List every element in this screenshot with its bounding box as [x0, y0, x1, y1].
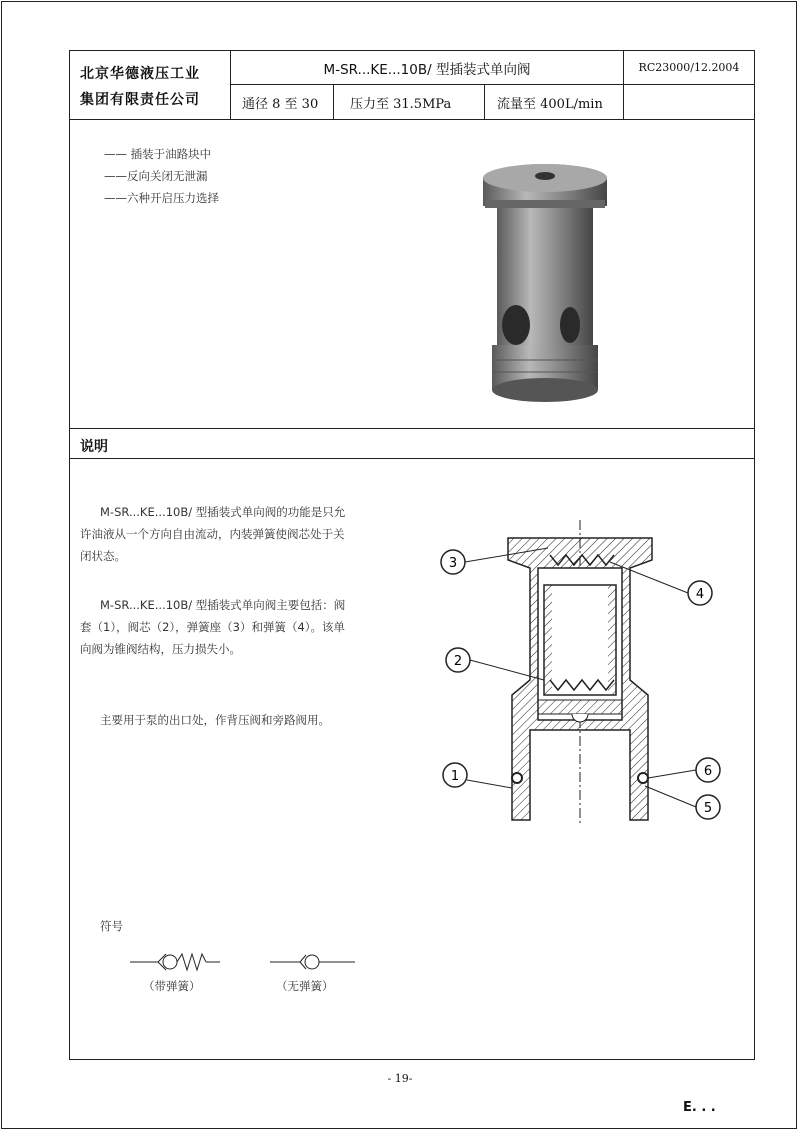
- section-title: 说明: [80, 439, 108, 455]
- header-divider: [230, 84, 755, 85]
- header-col-divider: [484, 84, 485, 119]
- spec-diameter: 通径 8 至 30: [242, 97, 319, 112]
- symbol-label-without-spring: （无弹簧）: [276, 979, 334, 993]
- section-top-line: [69, 428, 755, 429]
- document-code: RC23000/12.2004: [638, 61, 740, 74]
- description-paragraph: 主要用于泵的出口处，作背压阀和旁路阀用。: [100, 713, 330, 727]
- valve-product-photo: [470, 150, 630, 410]
- description-paragraph: M-SR...KE...10B/ 型插装式单向阀的功能是只允许油液从一个方向自由流动，内装弹簧使阀芯处于关闭状态。: [80, 505, 346, 563]
- header-col-divider: [333, 84, 334, 119]
- header-bottom-line: [69, 119, 755, 120]
- callout-label: 5: [703, 801, 713, 816]
- header-col-divider: [230, 50, 231, 119]
- corner-mark: E. . .: [683, 1100, 716, 1115]
- callout-label: 1: [450, 769, 460, 784]
- feature-item: ——六种开启压力选择: [104, 191, 219, 205]
- check-valve-without-spring-symbol: [270, 950, 355, 974]
- company-name-line1: 北京华德液压工业: [80, 66, 200, 82]
- callout-label: 6: [703, 764, 713, 779]
- symbols-title: 符号: [100, 919, 123, 933]
- check-valve-with-spring-symbol: [130, 950, 220, 974]
- spec-flow: 流量至 400L/min: [497, 97, 603, 112]
- spec-pressure: 压力至 31.5MPa: [350, 97, 452, 112]
- callout-label: 2: [453, 654, 463, 669]
- valve-cross-section-drawing: [430, 520, 730, 830]
- page-number: - 19-: [387, 1072, 413, 1085]
- callout-label: 4: [695, 587, 705, 602]
- document-title: M-SR...KE...10B/ 型插装式单向阀: [323, 62, 531, 78]
- description-paragraph: M-SR...KE...10B/ 型插装式单向阀主要包括：阀套（1），阀芯（2），弹簧座（3）和弹簧（4）。该单向阀为锥阀结构，压力损失小。: [80, 598, 346, 656]
- company-name-line2: 集团有限责任公司: [80, 92, 200, 108]
- feature-item: ——反向关闭无泄漏: [104, 169, 208, 183]
- section-bottom-line: [69, 458, 755, 459]
- symbol-label-with-spring: （带弹簧）: [143, 979, 201, 993]
- callout-label: 3: [448, 556, 458, 571]
- feature-item: —— 插装于油路块中: [104, 147, 212, 161]
